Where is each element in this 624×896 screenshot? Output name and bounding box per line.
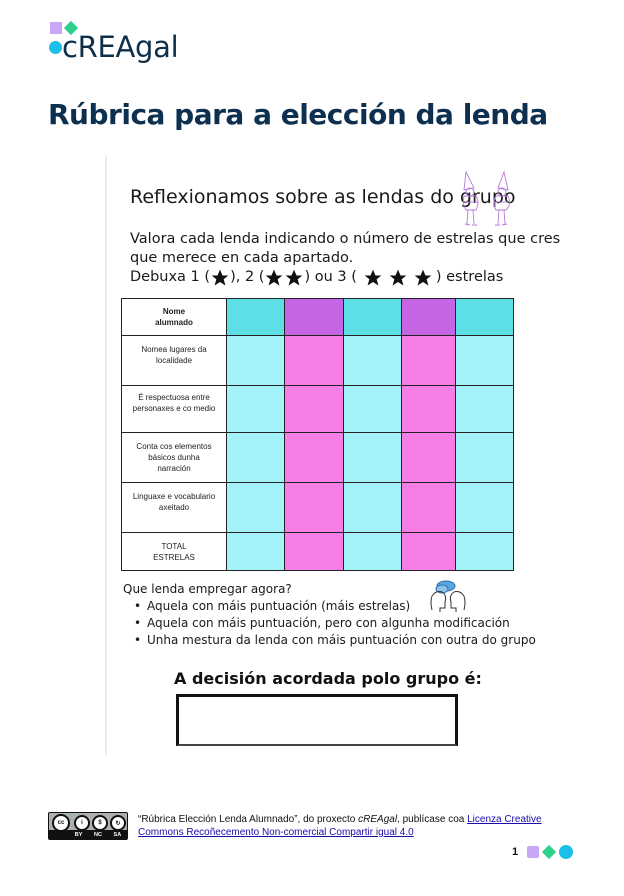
score-cell[interactable] (285, 336, 344, 386)
creagal-logo (48, 22, 188, 64)
student-name-input-4[interactable] (402, 299, 456, 336)
score-cell[interactable] (344, 336, 402, 386)
total-cell[interactable] (456, 533, 514, 571)
criterion-label: Linguaxe e vocabulario axeitado (122, 483, 227, 533)
footer-circle-icon (559, 845, 573, 859)
table-row (122, 336, 514, 386)
footer-square-icon (527, 846, 539, 858)
star-icon (284, 268, 304, 288)
score-cell[interactable] (227, 386, 285, 433)
score-cell[interactable] (402, 483, 456, 533)
worksheet-subtitle: Reflexionamos sobre as lendas do grupo (130, 186, 516, 208)
total-stars-label: TOTAL ESTRELAS (122, 533, 227, 571)
noncommercial-icon: $ (92, 815, 108, 831)
score-cell[interactable] (402, 336, 456, 386)
list-item: • Aquela con máis puntuación, pero con algunha modificación (134, 615, 536, 632)
score-cell[interactable] (402, 433, 456, 483)
student-name-input-5[interactable] (456, 299, 514, 336)
instruction-line-3: Debuxa 1 ( ), 2 ( ) ou 3 ( ) estrelas (130, 268, 510, 287)
rubric-table (121, 298, 514, 571)
page-title: Rúbrica para a elección da lenda (48, 98, 548, 131)
cc-icon: cc (52, 814, 70, 832)
license-text: “Rúbrica Elección Lenda Alumnado”, do proxecto cREAgal, publícase coa Licenza Creative Commons Recoñecemento Non-comercial Compartir igual 4.0 (138, 814, 542, 838)
criterion-label: Nomea lugares da localidade (122, 336, 227, 386)
table-row (122, 433, 514, 483)
total-cell[interactable] (344, 533, 402, 571)
total-cell[interactable] (285, 533, 344, 571)
page-number: 1 (512, 846, 519, 858)
header-cell-student-name: Nome alumnado (122, 299, 227, 336)
score-cell[interactable] (456, 386, 514, 433)
total-cell[interactable] (402, 533, 456, 571)
score-cell[interactable] (227, 336, 285, 386)
table-row (122, 483, 514, 533)
list-item: • Unha mestura da lenda con máis puntuación con outra do grupo (134, 632, 536, 649)
logo-text: cREAgal (62, 30, 179, 64)
table-row (122, 386, 514, 433)
table-header-row (122, 299, 514, 336)
score-cell[interactable] (344, 433, 402, 483)
logo-square-icon (50, 22, 62, 34)
license-link[interactable]: Licenza Creative Commons Recoñecemento Non-comercial Compartir igual 4.0 (138, 814, 542, 838)
score-cell[interactable] (227, 483, 285, 533)
student-name-input-2[interactable] (285, 299, 344, 336)
star-icon (413, 268, 433, 288)
instructions (130, 230, 561, 287)
score-cell[interactable] (402, 386, 456, 433)
student-name-input-1[interactable] (227, 299, 285, 336)
table-row-total (122, 533, 514, 571)
star-icon (210, 268, 230, 288)
project-name: cREAgal (358, 814, 398, 825)
criterion-label: É respectuosa entre personaxes e co medio (122, 386, 227, 433)
attribution-icon: i (74, 815, 90, 831)
logo-circle-icon (49, 41, 62, 54)
cc-badge-labels: BY NC SA (49, 830, 127, 839)
score-cell[interactable] (456, 483, 514, 533)
gnomes-illustration-icon (458, 168, 514, 230)
score-cell[interactable] (285, 433, 344, 483)
score-cell[interactable] (227, 433, 285, 483)
total-cell[interactable] (227, 533, 285, 571)
cc-license-badge[interactable] (48, 812, 128, 840)
list-item: • Aquela con máis puntuación (máis estrelas) (134, 598, 536, 615)
footer-diamond-icon (542, 845, 556, 859)
decision-input[interactable] (176, 694, 458, 746)
options-list (134, 598, 536, 649)
score-cell[interactable] (344, 483, 402, 533)
score-cell[interactable] (456, 433, 514, 483)
score-cell[interactable] (344, 386, 402, 433)
score-cell[interactable] (285, 483, 344, 533)
star-icon (388, 268, 408, 288)
star-icon (363, 268, 383, 288)
student-name-input-3[interactable] (344, 299, 402, 336)
question-text: Que lenda empregar agora? (123, 582, 292, 596)
star-icon (264, 268, 284, 288)
discussion-heads-icon (428, 578, 468, 614)
instruction-line-2: que merece en cada apartado. (130, 250, 354, 266)
decision-label: A decisión acordada polo grupo é: (174, 669, 482, 688)
criterion-label: Conta cos elementos básicos dunha narración (122, 433, 227, 483)
score-cell[interactable] (285, 386, 344, 433)
instruction-line-1: Valora cada lenda indicando o número de estrelas que cres (130, 231, 561, 247)
sharealike-icon: ↻ (110, 815, 126, 831)
score-cell[interactable] (456, 336, 514, 386)
worksheet-margin-line (105, 155, 107, 755)
